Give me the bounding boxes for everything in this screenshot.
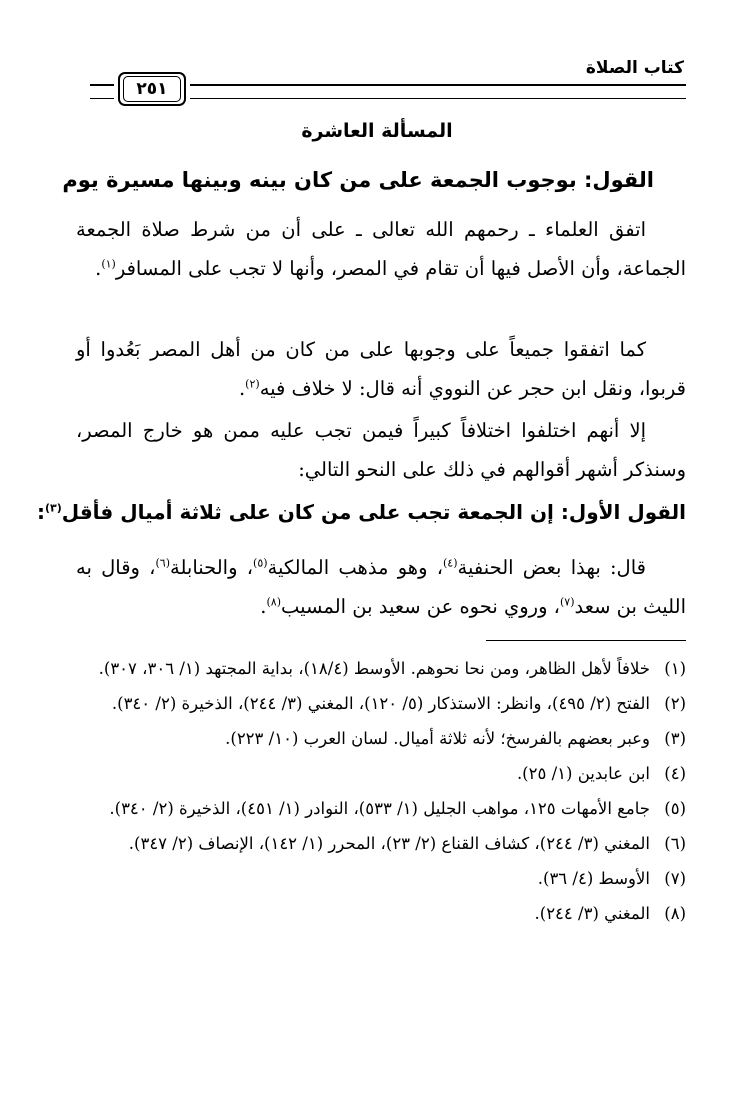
footnote-ref-1[interactable]: (١) [101,257,116,271]
header-rule-right [190,84,686,99]
running-head-title: كتاب الصلاة [585,58,684,78]
footnote-number: (١) [664,659,686,678]
footnote-ref-4[interactable]: (٤) [443,556,458,570]
paragraph-2-end: . [238,377,246,400]
footnote-number: (٦) [664,834,686,853]
footnote-ref-2[interactable]: (٢) [245,377,260,391]
paragraph-2 [76,330,686,408]
paragraph-1 [76,210,686,288]
first-opinion-end: . [260,595,267,618]
footnote-text: جامع الأمهات ١٢٥، مواهب الجليل (١/ ٥٣٣)، النوادر (١/ ٤٥١)، الذخيرة (٢/ ٣٤٠). [109,799,650,818]
opinion-segment-musayyab: ، وروي نحوه عن سعيد بن المسيب [281,595,560,618]
footnote-item [76,899,686,928]
paragraph-3-text: إلا أنهم اختلفوا اختلافاً كبيراً فيمن تجب عليه ممن هو خارج المصر، وسنذكر أشهر أقوالهم في ذلك على النحو التالي: [76,419,686,481]
footnote-number: (٤) [664,764,686,783]
footnote-number: (٢) [664,694,686,713]
footnote-text: وعبر بعضهم بالفرسخ؛ لأنه ثلاثة أميال. لسان العرب (١٠/ ٢٢٣). [225,729,650,748]
first-opinion-heading-text: القول الأول: إن الجمعة تجب على من كان على ثلاثة أميال فأقل [61,500,686,524]
paragraph-2-text: كما اتفقوا جميعاً على وجوبها على من كان من أهل المصر بَعُدوا أو قربوا، ونقل ابن حجر عن النووي أنه قال: لا خلاف فيه [76,338,686,400]
footnote-ref-7[interactable]: (٧) [559,595,575,609]
footnote-ref-6[interactable]: (٦) [155,556,170,570]
footnote-item [76,654,686,683]
footnote-item [76,794,686,823]
paragraph-1-text: اتفق العلماء ـ رحمهم الله تعالى ـ على أن من شرط صلاة الجمعة الجماعة، وأن الأصل فيها أن تقام في المصر، وأنها لا تجب على المسافر [76,218,686,280]
footnote-text: خلافاً لأهل الظاهر، ومن نحا نحوهم. الأوسط (١٨/٤)، بداية المجتهد (١/ ٣٠٦، ٣٠٧). [98,659,650,678]
footnote-item [76,864,686,893]
opinion-segment-hanafi: قال: بهذا بعض الحنفية [457,556,646,579]
first-opinion-heading-end: : [36,500,45,524]
paragraph-3 [76,411,686,489]
opinion-segment-hanbali: ، والحنابلة [169,556,254,579]
footnote-text: الفتح (٢/ ٤٩٥)، وانظر: الاستذكار (٥/ ١٢٠)، المغني (٣/ ٢٤٤)، الذخيرة (٢/ ٣٤٠). [111,694,650,713]
page-number-frame [118,72,186,106]
footnote-ref-3[interactable]: (٣) [44,501,62,515]
footnotes-list [76,654,686,934]
opinion-segment-maliki: ، وهو مذهب المالكية [267,556,443,579]
footnote-number: (٨) [664,904,686,923]
issue-title: المسألة العاشرة [301,120,453,142]
footnote-number: (٥) [664,799,686,818]
footnote-item [76,689,686,718]
opinion-segment-layth: ، وقال به الليث بن سعد [76,556,686,618]
footnote-number: (٧) [664,869,686,888]
header-rule-left [90,84,114,99]
footnote-number: (٣) [664,729,686,748]
footnote-item [76,829,686,858]
first-opinion-paragraph [76,548,686,626]
paragraph-1-end: . [95,257,102,280]
footnote-item [76,759,686,788]
footnote-ref-8[interactable]: (٨) [266,595,281,609]
footnote-item [76,724,686,753]
footnote-text: المغني (٣/ ٢٤٤)، كشاف القناع (٢/ ٢٣)، المحرر (١/ ١٤٢)، الإنصاف (٢/ ٣٤٧). [128,834,650,853]
footnote-ref-5[interactable]: (٥) [253,556,268,570]
footnote-text: ابن عابدين (١/ ٢٥). [516,764,650,783]
footnote-separator [486,640,686,641]
footnote-text: الأوسط (٤/ ٣٦). [537,869,650,888]
first-opinion-heading [36,500,686,524]
page-number: ٢٥١ [123,76,181,102]
footnote-text: المغني (٣/ ٢٤٤). [534,904,650,923]
position-heading: القول: بوجوب الجمعة على من كان بينه وبينها مسيرة يوم [62,168,654,192]
